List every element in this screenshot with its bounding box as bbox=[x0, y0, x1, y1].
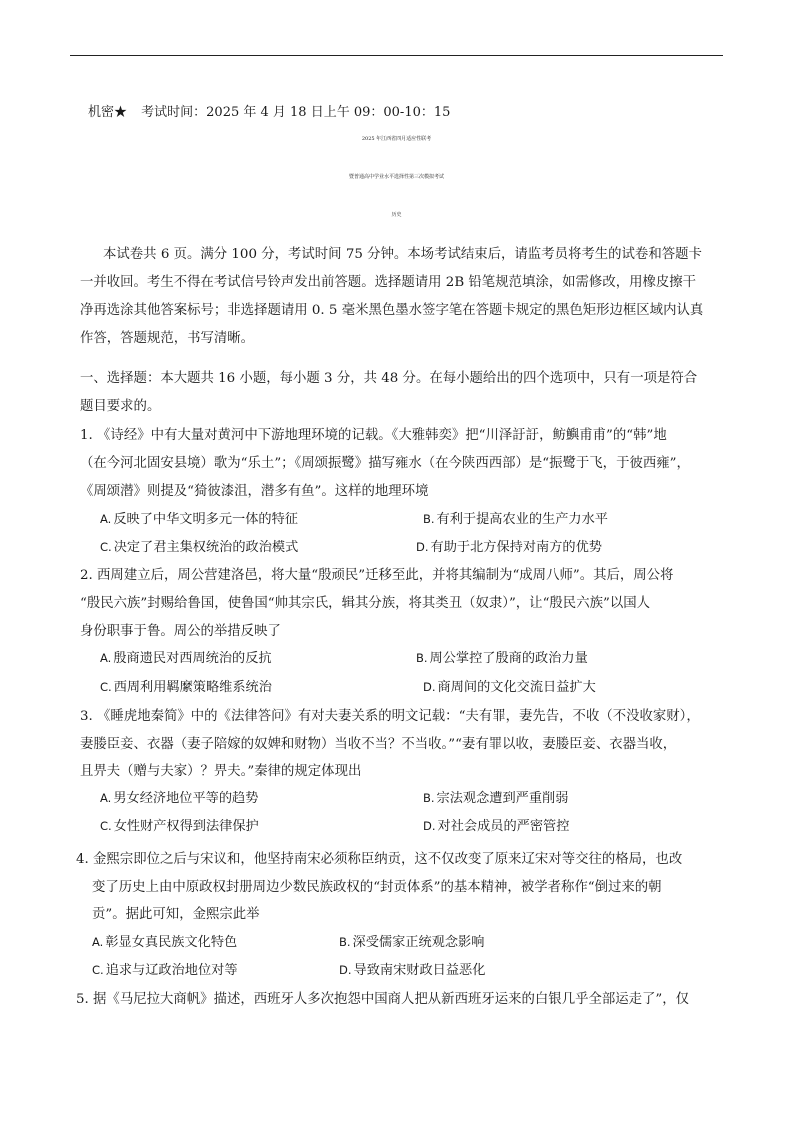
option-label: B. bbox=[423, 512, 435, 526]
question-line: 贡”。据此可知，金熙宗此举 bbox=[92, 907, 260, 922]
option-text: 彰显女真民族文化特色 bbox=[105, 935, 238, 950]
option-text: 西周利用羁縻策略维系统治 bbox=[113, 680, 272, 695]
option-a bbox=[100, 647, 272, 666]
option-label: B. bbox=[416, 651, 428, 665]
question-line: 2. 西周建立后，周公营建洛邑，将大量“殷顽民”迁移至此，并将其编制为“成周八师”。其后，周公将 bbox=[80, 568, 674, 583]
option-b bbox=[416, 647, 588, 666]
option-d bbox=[423, 676, 596, 695]
subject-title: 历史 bbox=[391, 212, 402, 218]
option-label: B. bbox=[339, 935, 351, 949]
section-line: 一、选择题：本大题共 16 小题，每小题 3 分，共 48 分。在每小题给出的四个选项中，只有一项是符合 bbox=[80, 371, 698, 386]
instruction-line: 净再选涂其他答案标号；非选择题请用 0. 5 毫米黑色墨水签字笔在答题卡规定的黑色矩形边框区域内认真 bbox=[80, 303, 704, 318]
option-c bbox=[92, 959, 238, 978]
option-b bbox=[423, 508, 608, 527]
section-line: 题目要求的。 bbox=[80, 399, 161, 414]
option-text: 深受儒家正统观念影响 bbox=[352, 935, 485, 950]
option-text: 宗法观念遭到严重削弱 bbox=[436, 791, 569, 806]
option-a bbox=[92, 931, 237, 950]
header-rule bbox=[70, 55, 723, 56]
option-text: 周公掌控了殷商的政治力量 bbox=[429, 651, 588, 666]
option-label: A. bbox=[100, 651, 112, 665]
question-line: 4. 金熙宗即位之后与宋议和，他坚持南宋必须称臣纳贡，这不仅改变了原来辽宋对等交往的格局，也改 bbox=[76, 852, 683, 867]
option-text: 决定了君主集权统治的政治模式 bbox=[113, 540, 299, 555]
instruction-line: 一并收回。考生不得在考试信号铃声发出前答题。选择题请用 2B 铅笔规范填涂，如需修改，用橡皮擦干 bbox=[80, 275, 697, 290]
option-text: 对社会成员的严密管控 bbox=[437, 819, 570, 834]
question-line: 3. 《睡虎地秦简》中的《法律答问》有对夫妻关系的明文记载：“夫有罪，妻先告，不收（不没收家财）， bbox=[80, 709, 700, 724]
confidential-mark: 机密★ bbox=[88, 105, 128, 120]
option-label: C. bbox=[100, 819, 112, 833]
question-line: 身份职事于鲁。周公的举措反映了 bbox=[80, 624, 281, 639]
option-label: C. bbox=[100, 540, 112, 554]
option-text: 反映了中华文明多元一体的特征 bbox=[113, 512, 298, 527]
option-label: D. bbox=[416, 540, 429, 554]
question-line: 5. 据《马尼拉大商帆》描述，西班牙人多次抱怨中国商人把从新西班牙运来的白银几乎全部运走了”，仅 bbox=[76, 992, 690, 1007]
exam-subtitle: 暨普通高中学业水平选择性第三次模拟考试 bbox=[348, 174, 444, 180]
option-text: 男女经济地位平等的趋势 bbox=[113, 791, 259, 806]
option-label: C. bbox=[92, 963, 104, 977]
option-d bbox=[339, 959, 485, 978]
question-line: 妻媵臣妾、衣器（妻子陪嫁的奴婢和财物）当收不当？不当收。”“妻有罪以收，妻媵臣妾、衣器当收， bbox=[80, 737, 677, 752]
instruction-line: 本试卷共 6 页。满分 100 分，考试时间 75 分钟。本场考试结束后，请监考员将考生的试卷和答题卡 bbox=[103, 247, 702, 262]
option-a bbox=[100, 508, 298, 527]
option-label: A. bbox=[92, 935, 104, 949]
option-text: 导致南宋财政日益恶化 bbox=[353, 963, 486, 978]
option-a bbox=[100, 787, 258, 806]
option-label: B. bbox=[423, 791, 435, 805]
option-label: D. bbox=[423, 680, 436, 694]
question-line: “殷民六族”封赐给鲁国，使鲁国“帅其宗氏，辑其分族，将其类丑（奴隶）”，让“殷民六族”以国人 bbox=[80, 596, 650, 611]
instruction-line: 作答，答题规范，书写清晰。 bbox=[80, 331, 255, 346]
option-b bbox=[423, 787, 568, 806]
question-line: （在今河北固安县境）歌为“乐土”；《周颂振鹭》描写雍水（在今陕西西部）是“振鹭于飞，于彼西雍”， bbox=[80, 456, 690, 471]
option-d bbox=[423, 815, 569, 834]
option-c bbox=[100, 536, 298, 555]
option-b bbox=[339, 931, 484, 950]
option-label: A. bbox=[100, 791, 112, 805]
exam-time: 考试时间：2025 年 4 月 18 日上午 09：00-10：15 bbox=[141, 105, 451, 120]
option-text: 追求与辽政治地位对等 bbox=[105, 963, 238, 978]
option-text: 商周间的文化交流日益扩大 bbox=[437, 680, 596, 695]
option-text: 殷商遗民对西周统治的反抗 bbox=[113, 651, 272, 666]
exam-title: 2025 年江西省四月适应性联考 bbox=[361, 136, 432, 142]
option-c bbox=[100, 676, 272, 695]
option-text: 有助于北方保持对南方的优势 bbox=[430, 540, 602, 555]
option-c bbox=[100, 815, 259, 834]
option-text: 女性财产权得到法律保护 bbox=[113, 819, 259, 834]
question-line: 《周颂潜》则提及“猗彼漆沮，潜多有鱼”。这样的地理环境 bbox=[80, 484, 429, 499]
option-label: D. bbox=[339, 963, 352, 977]
exam-header bbox=[88, 101, 450, 120]
option-d bbox=[416, 536, 602, 555]
question-line: 变了历史上由中原政权封册周边少数民族政权的“封贡体系”的基本精神，被学者称作“倒过来的朝 bbox=[92, 880, 662, 895]
question-line: 1. 《诗经》中有大量对黄河中下游地理环境的记载。《大雅韩奕》把“川泽訏訏，鲂鱮甫甫”的“韩”地 bbox=[80, 428, 667, 443]
option-text: 有利于提高农业的生产力水平 bbox=[436, 512, 608, 527]
option-label: A. bbox=[100, 512, 112, 526]
option-label: D. bbox=[423, 819, 436, 833]
option-label: C. bbox=[100, 680, 112, 694]
question-line: 且畀夫（赠与夫家）？畀夫。”秦律的规定体现出 bbox=[80, 764, 362, 779]
